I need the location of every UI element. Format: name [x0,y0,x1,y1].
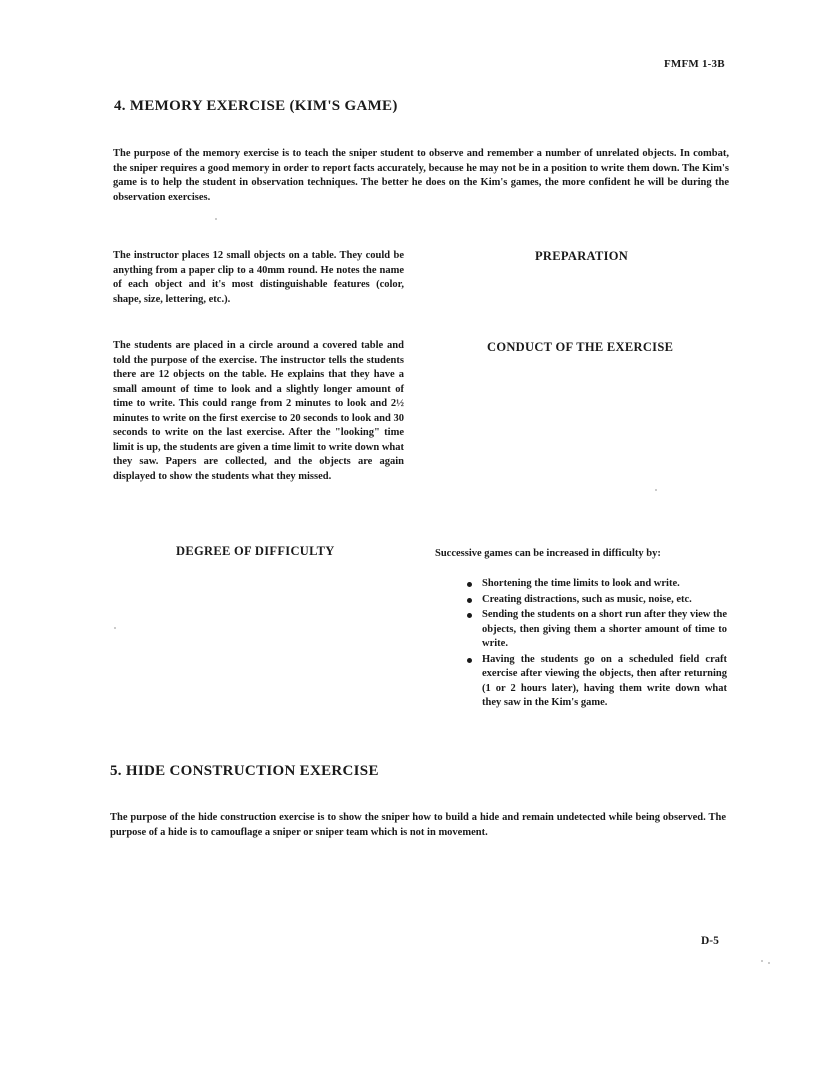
page-number: D-5 [701,935,719,947]
section-4-intro: The purpose of the memory exercise is to teach the sniper student to observe and remember a number of unrelated objects. In combat, the sniper requires a good memory in order to report facts accurately, because he may not be in a position to write them down. The Kim's game is to help the student in observation techniques. The better he does on the Kim's games, the more confident he will be during the observation exercises. [113,148,729,203]
difficulty-lead: Successive games can be increased in difficulty by: [435,548,661,559]
difficulty-list [465,577,727,712]
list-item: Having the students go on a scheduled field craft exercise after viewing the objects, then after returning (1 or 2 hours later), having them write down what they saw in the Kim's game. [465,653,727,711]
section-4-title: 4. MEMORY EXERCISE (KIM'S GAME) [114,98,398,114]
difficulty-heading: DEGREE OF DIFFICULTY [176,544,335,558]
conduct-text: The students are placed in a circle around a covered table and told the purpose of the exercise. The instructor tells the students there are 12 objects on the table. He explains that they have a small amount of time to look and a slightly longer amount of time to write. This could range from 2 minutes to look and 2½ minutes to write on the first exercise to 20 seconds to look and 30 seconds to write on the last exercise. After the "looking" time limit is up, the students are given a time limit to write down what they saw. Papers are collected, and the objects are again displayed to show the students what they missed. [113,340,404,482]
section-5-title: 5. HIDE CONSTRUCTION EXERCISE [110,763,379,779]
scan-speck [761,960,763,962]
scan-speck [114,627,116,629]
section-5-text: The purpose of the hide construction exercise is to show the sniper how to build a hide and remain undetected while being observed. The purpose of a hide is to camouflage a sniper or sniper team which is not in movement. [110,812,726,838]
preparation-text: The instructor places 12 small objects on a table. They could be anything from a paper clip to a 40mm round. He notes the name of each object and it's most distinguishable features (color, shape, size, lettering, etc.). [113,250,404,305]
scan-speck [768,962,770,964]
list-item: Creating distractions, such as music, noise, etc. [465,593,727,608]
list-item: Sending the students on a short run after they view the objects, then giving them a shorter amount of time to write. [465,608,727,652]
document-id: FMFM 1-3B [664,58,725,70]
scan-speck [215,218,217,220]
scan-speck [655,489,657,491]
conduct-heading: CONDUCT OF THE EXERCISE [487,340,674,354]
list-item: Shortening the time limits to look and write. [465,577,727,592]
preparation-heading: PREPARATION [535,249,629,263]
